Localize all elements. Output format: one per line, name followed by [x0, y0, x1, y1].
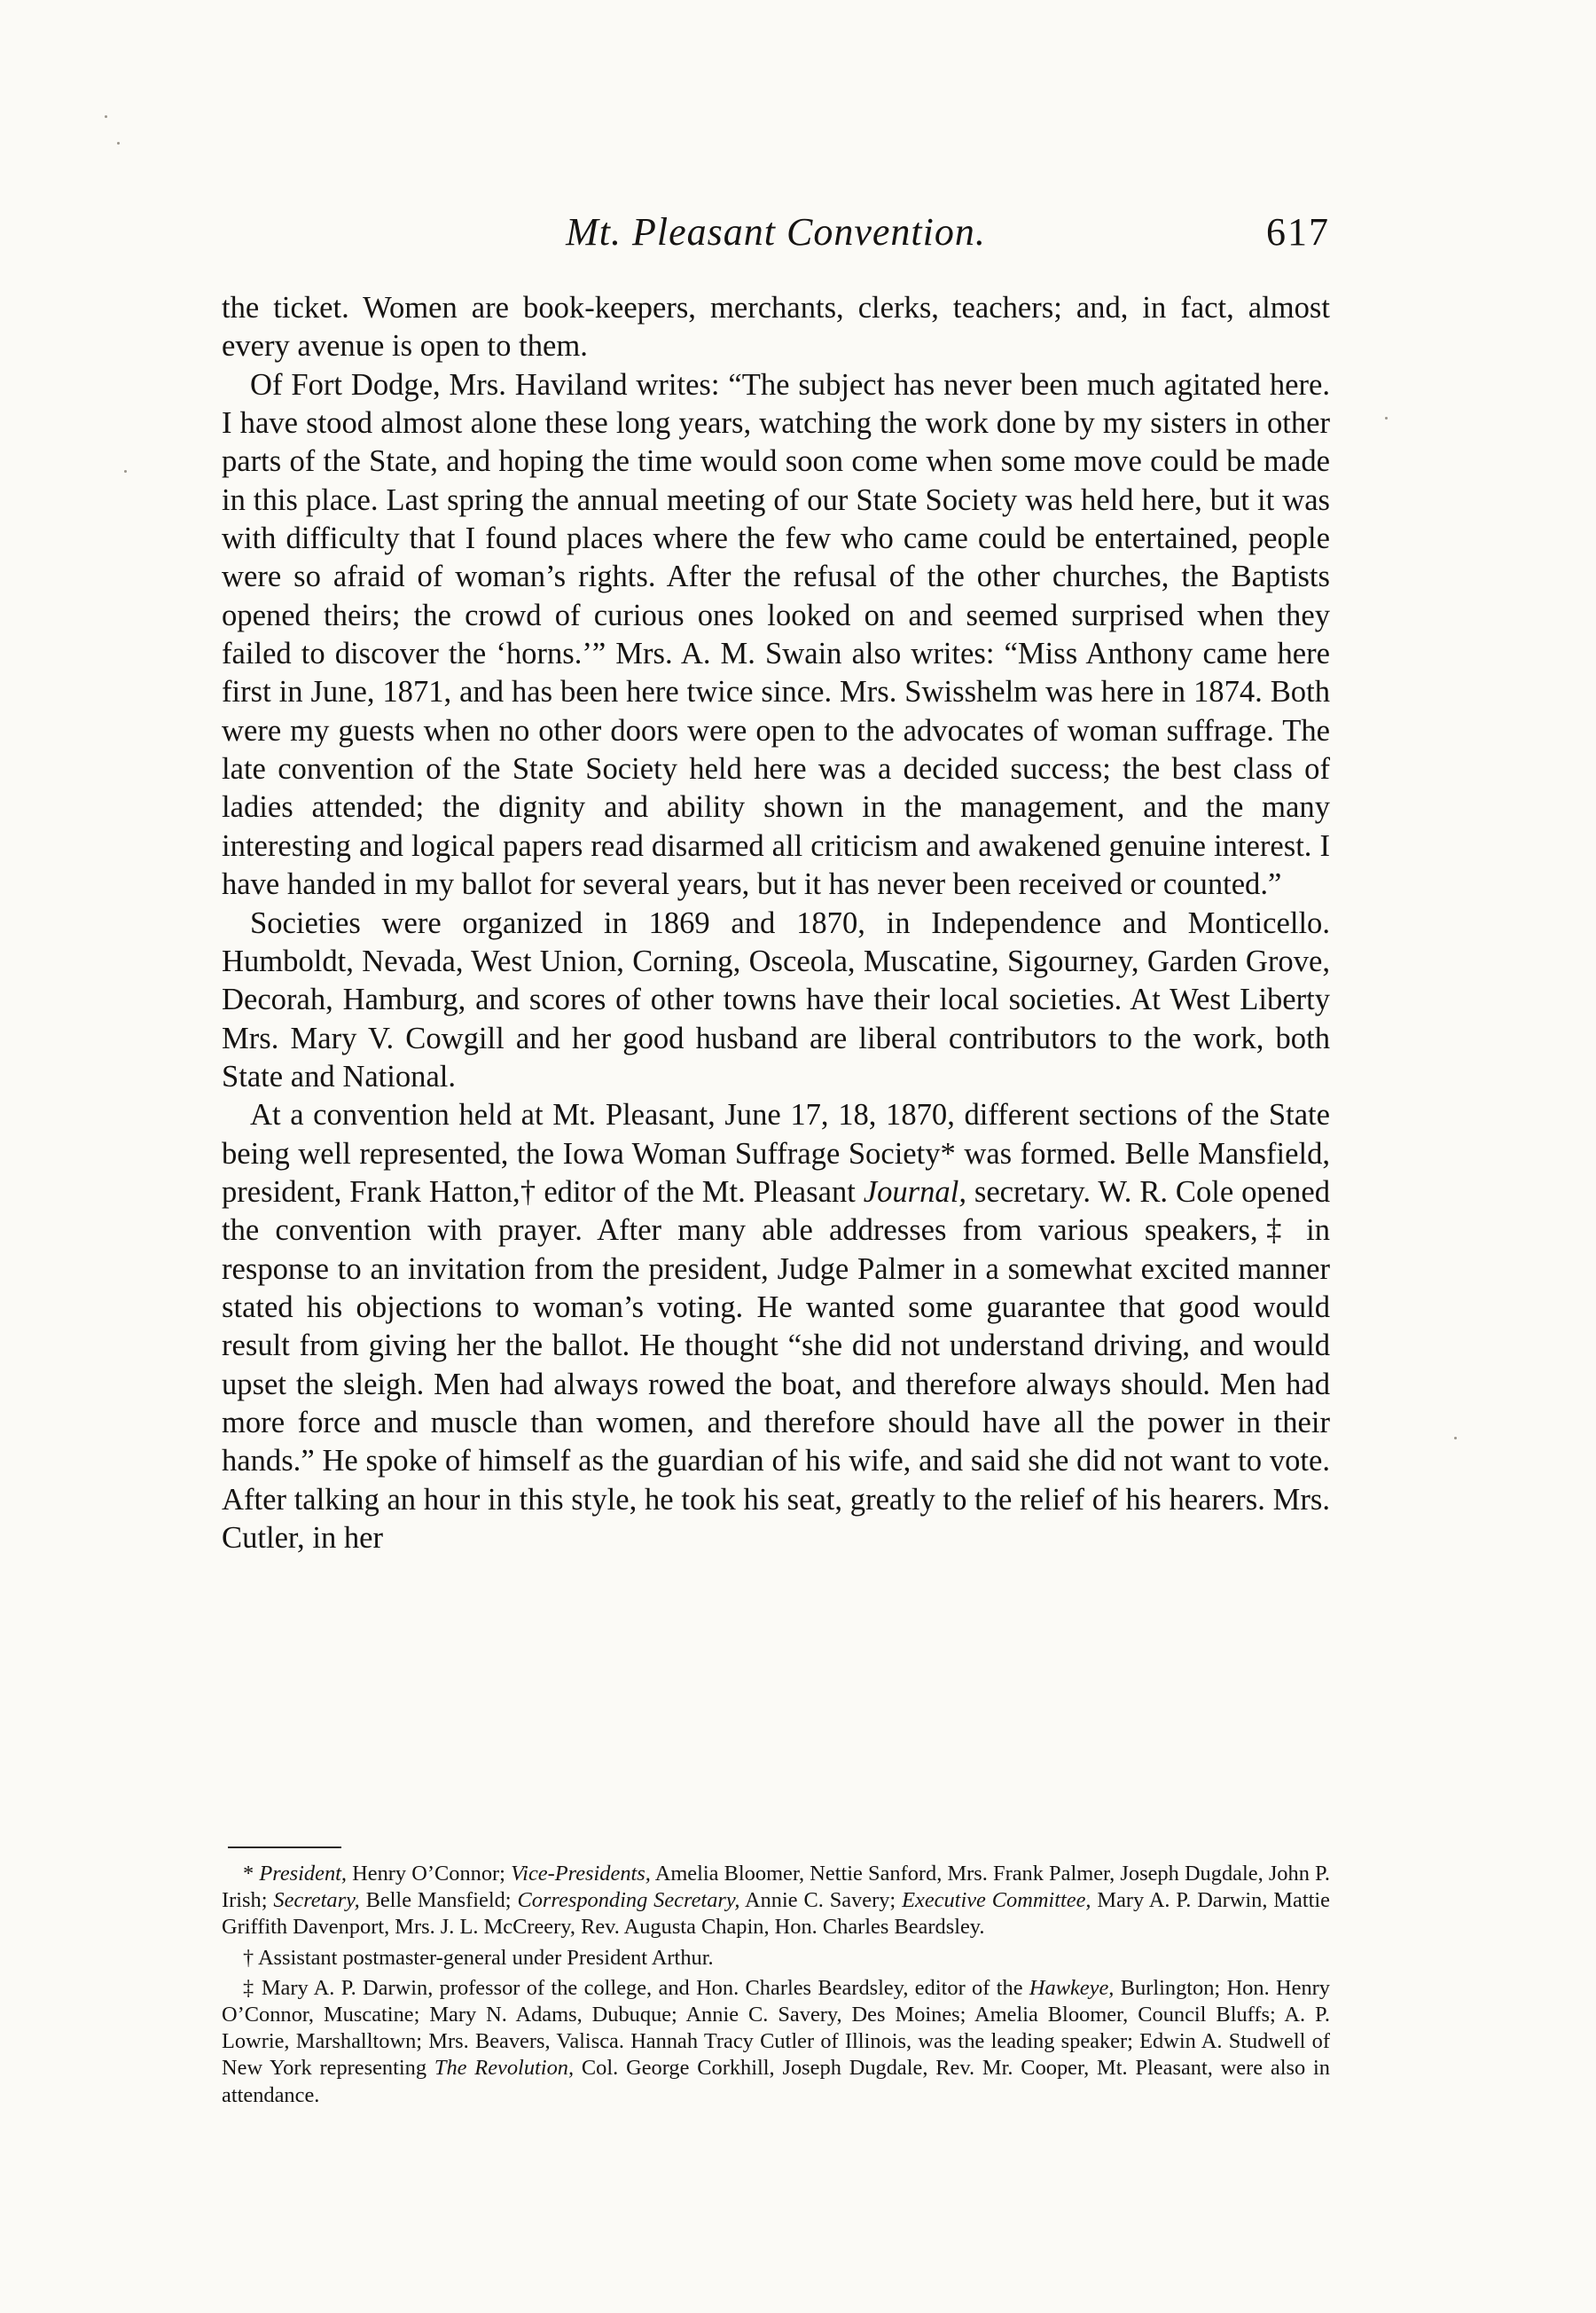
fn3-the-revolution: The Revolution,	[434, 2056, 575, 2081]
paragraph-2: Of Fort Dodge, Mrs. Haviland writes: “The subject has never been much agitated here. I have stood almost alone these long years, watching the work done by my sisters in other parts of the State, and hoping the time would soon come when some move could be made in this place. Last spring the annual meeting of our State Society was held here, but it was with difficulty that I found places where the few who came could be entertained, people were so afraid of woman’s rights. After the refusal of the other churches, the Baptists opened theirs; the crowd of curious ones looked on and seemed surprised when they failed to discover the ‘horns.’” Mrs. A. M. Swain also writes: “Miss Anthony came here first in June, 1871, and has been here twice since. Mrs. Swisshelm was here in 1874. Both were my guests when no other doors were open to the advocates of woman suffrage. The late convention of the State Society held here was a decided success; the best class of ladies attended; the dignity and ability shown in the management, and the many interesting and logical papers read disarmed all criticism and awakened genuine interest. I have handed in my ballot for several years, but it has never been received or counted.”	[222, 367, 1330, 902]
fn1-corresponding-secretary-label: Corresponding Secretary,	[517, 1888, 740, 1913]
paragraph-4	[222, 1096, 1330, 1557]
paragraph-3: Societies were organized in 1869 and 1870, in Independence and Monticello. Humboldt, Nevada, West Union, Corning, Osceola, Muscatine, Sigourney, Garden Grove, Decorah, Hamburg, and scores of other towns have their local societies. At West Liberty Mrs. Mary V. Cowgill and her good husband are liberal contributors to the work, both State and National.	[222, 906, 1330, 1094]
fn1-text-2: Amelia Bloomer, Nettie Sanford, Mrs. Frank Palmer, Joseph Dugdale, John P. Irish;	[222, 1862, 1330, 1913]
fn1-vice-presidents-label: Vice-Presidents,	[511, 1862, 651, 1886]
footnote-3	[222, 1975, 1330, 2109]
fn1-text-1: Henry O’Connor;	[347, 1862, 512, 1886]
footnotes	[222, 1861, 1330, 2113]
footnote-rule	[228, 1846, 341, 1848]
fn1-executive-committee-label: Executive Committee,	[902, 1888, 1091, 1913]
paper-speck	[1454, 1437, 1457, 1439]
paper-speck	[1385, 417, 1388, 419]
journal-title: Journal,	[863, 1174, 966, 1209]
paragraph-4-part-b: secretary. W. R. Cole opened the convention with prayer. After many able addresses from various speakers,‡ in response to an invitation from the president, Judge Palmer in a somewhat excited manner stated his objections to woman’s voting. He wanted some guarantee that good would result from giving her the ballot. He thought “she did not understand driving, and would upset the sleigh. Men had always rowed the boat, and therefore always should. Men had more force and muscle than women, and therefore should have all the power in their hands.” He spoke of himself as the guardian of his wife, and said she did not want to vote. After talking an hour in this style, he took his seat, greatly to the relief of his hearers. Mrs. Cutler, in her	[222, 1174, 1330, 1555]
fn3-text-3: Col. George Corkhill, Joseph Dugdale, Rev. Mr. Cooper, Mt. Pleasant, were also in attendance.	[222, 2056, 1330, 2107]
body-text	[222, 289, 1330, 1557]
footnote-2: † Assistant postmaster-general under President Arthur.	[243, 1945, 714, 1970]
footnote-1-mark: *	[243, 1862, 260, 1886]
fn1-text-5: Mary A. P. Darwin, Mattie Griffith Davenport, Mrs. J. L. McCreery, Rev. Augusta Chapin, Hon. Charles Beardsley.	[222, 1888, 1330, 1940]
fn3-hawkeye: Hawkeye,	[1029, 1975, 1115, 2000]
footnote-1	[222, 1861, 1330, 1941]
page-number: 617	[1266, 210, 1330, 254]
paragraph-1: the ticket. Women are book-keepers, merchants, clerks, teachers; and, in fact, almost every avenue is open to them.	[222, 291, 1330, 364]
fn3-text-2: Burlington; Hon. Henry O’Connor, Muscatine; Mary N. Adams, Dubuque; Annie C. Savery, Des Moines; Amelia Bloomer, Council Bluffs; A. P. Lowrie, Marshalltown; Mrs. Beavers, Valisca. Hannah Tracy Cutler of Illinois, was the leading speaker; Edwin A. Studwell of New York representing	[222, 1975, 1330, 2081]
fn3-text-1: ‡ Mary A. P. Darwin, professor of the college, and Hon. Charles Beardsley, editor of the	[243, 1975, 1029, 2000]
paper-speck	[117, 142, 120, 145]
fn1-secretary-label: Secretary,	[273, 1888, 360, 1913]
paper-speck	[124, 470, 127, 473]
paper-speck	[105, 115, 107, 118]
fn1-text-4: Annie C. Savery;	[739, 1888, 903, 1913]
paragraph-4-part-a: At a convention held at Mt. Pleasant, June 17, 18, 1870, different sections of the State being well represented, the Iowa Woman Suffrage Society* was formed. Belle Mansfield, president, Frank Hatton,† editor of the Mt. Pleasant	[222, 1098, 1330, 1209]
running-title: Mt. Pleasant Convention.	[566, 210, 986, 254]
page-header	[222, 209, 1330, 271]
fn1-president-label: President,	[259, 1862, 348, 1886]
fn1-text-3: Belle Mansfield;	[359, 1888, 518, 1913]
